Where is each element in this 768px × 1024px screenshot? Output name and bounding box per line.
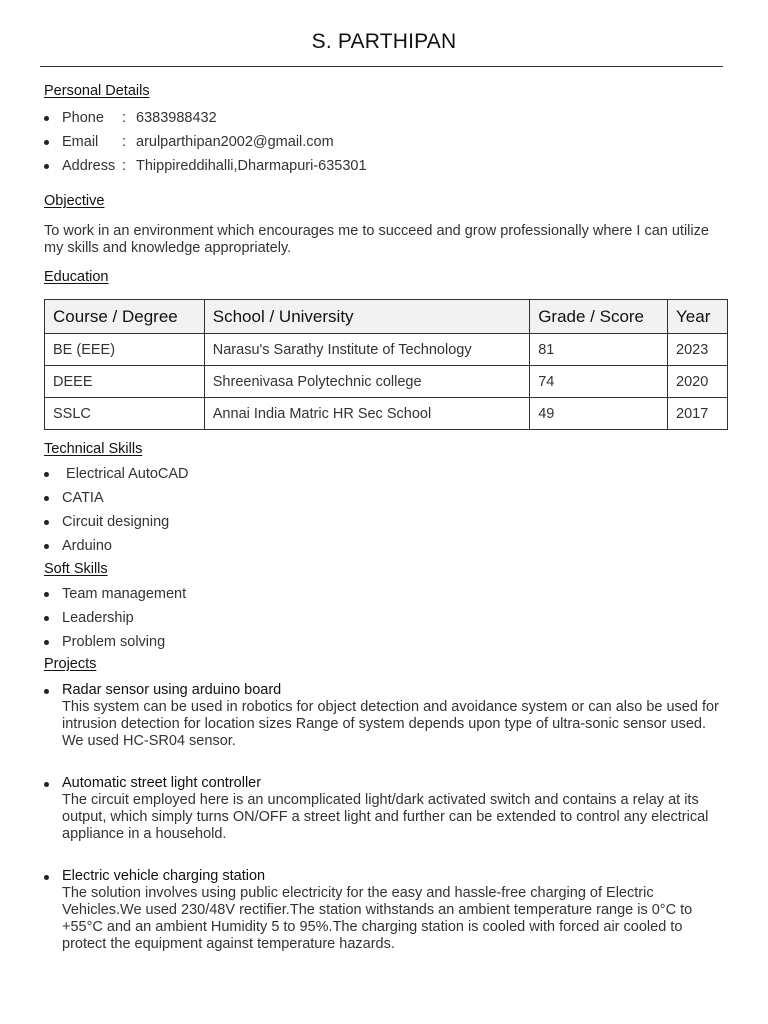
education-heading: Education — [44, 269, 109, 285]
phone-value: 6383988432 — [136, 110, 217, 126]
skill-text: Team management — [62, 586, 187, 602]
list-item — [44, 582, 186, 606]
year-cell: 2023 — [668, 334, 728, 366]
column-header-school: School / University — [204, 300, 529, 334]
education-table — [44, 299, 728, 430]
school-cell: Annai India Matric HR Sec School — [204, 398, 529, 430]
course-cell: BE (EEE) — [45, 334, 205, 366]
grade-cell: 49 — [530, 398, 668, 430]
list-item — [44, 130, 367, 154]
personal-details-heading: Personal Details — [44, 83, 150, 99]
technical-skills-list — [44, 462, 189, 558]
soft-skills-heading: Soft Skills — [44, 561, 108, 577]
skill-text: Problem solving — [62, 634, 166, 650]
bullet-icon — [44, 164, 49, 169]
bullet-icon — [44, 520, 49, 525]
project-description: The solution involves using public electricity for the easy and hassle-free charging of Electric Vehicles.We used 230/48V rectifier.The station withstands an ambient temperature range is 0°C to +55°C and an ambient Humidity 5 to 95%.The charging station is cooled with forced air cooled to protect the equipment against temperature hazards. — [62, 885, 693, 952]
year-cell: 2020 — [668, 366, 728, 398]
bullet-icon — [44, 616, 49, 621]
soft-skills-list — [44, 582, 186, 654]
bullet-icon — [44, 689, 49, 694]
course-cell: SSLC — [45, 398, 205, 430]
school-cell: Shreenivasa Polytechnic college — [204, 366, 529, 398]
projects-heading: Projects — [44, 656, 97, 672]
list-item — [44, 606, 186, 630]
project-description: This system can be used in robotics for object detection and avoidance system or can also be used for intrusion detection for location sizes Range of system depends upon type of ultra-sonic sensor used. We used HC-SR04 sensor. — [62, 699, 719, 749]
separator: : — [122, 134, 127, 150]
bullet-icon — [44, 496, 49, 501]
column-header-course: Course / Degree — [45, 300, 205, 334]
skill-text: Electrical AutoCAD — [62, 466, 189, 482]
bullet-icon — [44, 640, 49, 645]
email-value: arulparthipan2002@gmail.com — [136, 134, 334, 150]
objective-heading: Objective — [44, 193, 105, 209]
course-cell: DEEE — [45, 366, 205, 398]
project-title: Automatic street light controller — [62, 775, 262, 791]
bullet-icon — [44, 544, 49, 549]
grade-cell: 74 — [530, 366, 668, 398]
bullet-icon — [44, 116, 49, 121]
skill-text: CATIA — [62, 490, 104, 506]
list-item — [44, 462, 189, 486]
year-cell: 2017 — [668, 398, 728, 430]
project-title: Electric vehicle charging station — [62, 868, 266, 884]
address-label: Address — [62, 158, 116, 174]
skill-text: Leadership — [62, 610, 134, 626]
personal-details-list — [44, 106, 367, 178]
address-value: Thippireddihalli,Dharmapuri-635301 — [136, 158, 367, 174]
bullet-icon — [44, 472, 49, 477]
school-cell: Narasu's Sarathy Institute of Technology — [204, 334, 529, 366]
list-item — [44, 154, 367, 178]
project-description: The circuit employed here is an uncomplicated light/dark activated switch and contains a relay at its output, which simply turns ON/OFF a street light and further can be extended to control any electrical appliance in a household. — [62, 792, 709, 842]
column-header-year: Year — [668, 300, 728, 334]
list-item — [44, 106, 367, 130]
table-row — [45, 334, 728, 366]
bullet-icon — [44, 140, 49, 145]
email-label: Email — [62, 134, 99, 150]
separator: : — [122, 158, 127, 174]
objective-text: To work in an environment which encourages me to succeed and grow professionally where I can utilize my skills and knowledge appropriately. — [44, 223, 709, 256]
column-header-grade: Grade / Score — [530, 300, 668, 334]
grade-cell: 81 — [530, 334, 668, 366]
candidate-name: S. PARTHIPAN — [311, 30, 457, 53]
project-title: Radar sensor using arduino board — [62, 682, 282, 698]
bullet-icon — [44, 592, 49, 597]
phone-label: Phone — [62, 110, 104, 126]
list-item — [44, 486, 189, 510]
skill-text: Arduino — [62, 538, 112, 554]
table-row — [45, 398, 728, 430]
table-header-row — [45, 300, 728, 334]
skill-text: Circuit designing — [62, 514, 170, 530]
header-divider — [40, 66, 723, 67]
list-item — [44, 510, 189, 534]
list-item — [44, 630, 186, 654]
bullet-icon — [44, 875, 49, 880]
separator: : — [122, 110, 127, 126]
technical-skills-heading: Technical Skills — [44, 441, 143, 457]
table-row — [45, 366, 728, 398]
bullet-icon — [44, 782, 49, 787]
list-item — [44, 534, 189, 558]
